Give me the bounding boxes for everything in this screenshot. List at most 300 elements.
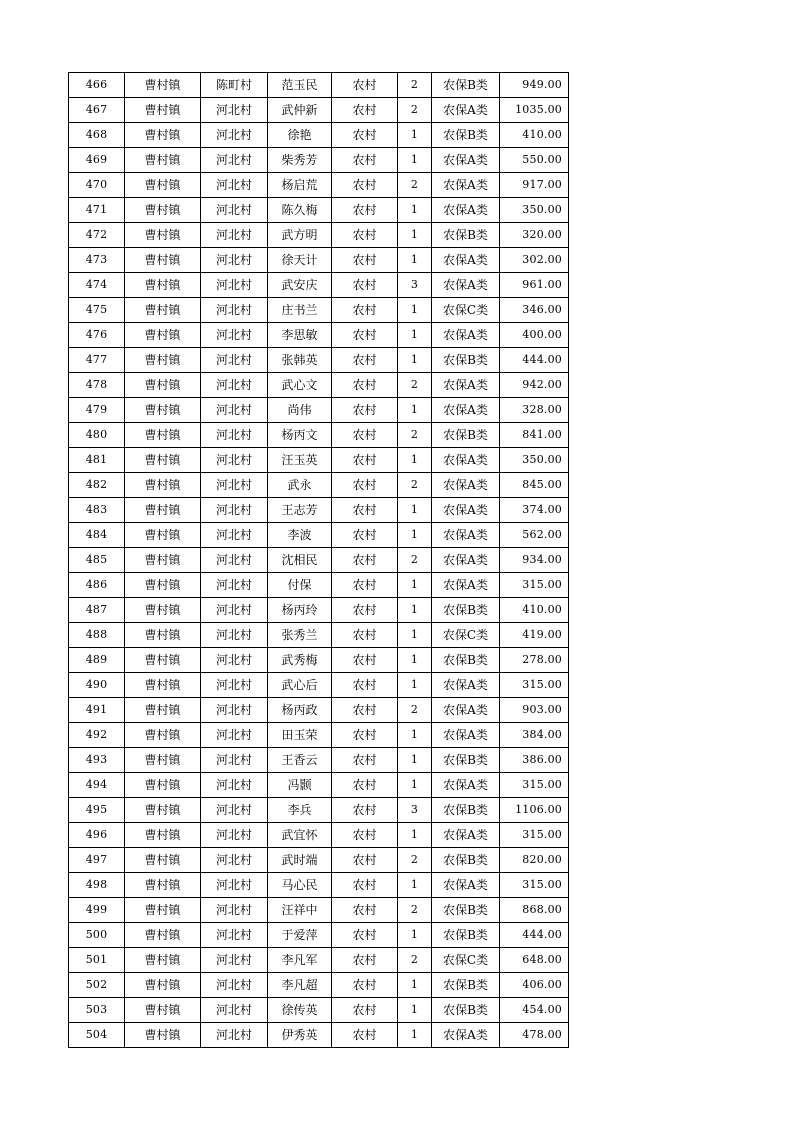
cell-insurance-category: 农保C类 — [432, 948, 500, 973]
cell-amount: 820.00 — [500, 848, 569, 873]
cell-insurance-category: 农保B类 — [432, 748, 500, 773]
cell-village: 河北村 — [201, 973, 268, 998]
cell-village: 河北村 — [201, 273, 268, 298]
cell-insurance-category: 农保B类 — [432, 598, 500, 623]
cell-amount: 444.00 — [500, 923, 569, 948]
cell-insurance-category: 农保A类 — [432, 98, 500, 123]
cell-member-count: 1 — [398, 498, 432, 523]
table-row — [69, 348, 569, 373]
cell-town: 曹村镇 — [125, 698, 201, 723]
cell-household-type: 农村 — [332, 373, 398, 398]
cell-household-type: 农村 — [332, 698, 398, 723]
cell-town: 曹村镇 — [125, 923, 201, 948]
cell-row-number: 503 — [69, 998, 125, 1023]
table-row — [69, 473, 569, 498]
cell-town: 曹村镇 — [125, 273, 201, 298]
cell-name: 张韩英 — [268, 348, 332, 373]
cell-row-number: 472 — [69, 223, 125, 248]
cell-village: 河北村 — [201, 398, 268, 423]
cell-town: 曹村镇 — [125, 98, 201, 123]
cell-name: 李波 — [268, 523, 332, 548]
cell-household-type: 农村 — [332, 598, 398, 623]
table-row — [69, 573, 569, 598]
cell-amount: 419.00 — [500, 623, 569, 648]
cell-village: 河北村 — [201, 598, 268, 623]
cell-insurance-category: 农保B类 — [432, 998, 500, 1023]
cell-row-number: 482 — [69, 473, 125, 498]
cell-name: 尚伟 — [268, 398, 332, 423]
table-row — [69, 673, 569, 698]
cell-household-type: 农村 — [332, 448, 398, 473]
cell-town: 曹村镇 — [125, 848, 201, 873]
table-row — [69, 223, 569, 248]
cell-member-count: 2 — [398, 73, 432, 98]
cell-insurance-category: 农保B类 — [432, 923, 500, 948]
cell-village: 河北村 — [201, 748, 268, 773]
cell-amount: 315.00 — [500, 673, 569, 698]
cell-town: 曹村镇 — [125, 423, 201, 448]
cell-name: 武安庆 — [268, 273, 332, 298]
cell-town: 曹村镇 — [125, 948, 201, 973]
cell-name: 马心民 — [268, 873, 332, 898]
cell-household-type: 农村 — [332, 73, 398, 98]
cell-amount: 374.00 — [500, 498, 569, 523]
cell-town: 曹村镇 — [125, 823, 201, 848]
cell-village: 河北村 — [201, 173, 268, 198]
cell-household-type: 农村 — [332, 98, 398, 123]
cell-insurance-category: 农保A类 — [432, 573, 500, 598]
cell-insurance-category: 农保A类 — [432, 373, 500, 398]
cell-row-number: 471 — [69, 198, 125, 223]
cell-household-type: 农村 — [332, 198, 398, 223]
cell-household-type: 农村 — [332, 148, 398, 173]
cell-member-count: 2 — [398, 98, 432, 123]
cell-member-count: 2 — [398, 698, 432, 723]
cell-name: 李思敏 — [268, 323, 332, 348]
table-row — [69, 123, 569, 148]
cell-insurance-category: 农保B类 — [432, 648, 500, 673]
cell-town: 曹村镇 — [125, 648, 201, 673]
cell-name: 汪玉英 — [268, 448, 332, 473]
cell-town: 曹村镇 — [125, 773, 201, 798]
cell-insurance-category: 农保B类 — [432, 973, 500, 998]
cell-row-number: 467 — [69, 98, 125, 123]
cell-name: 王志芳 — [268, 498, 332, 523]
cell-village: 河北村 — [201, 473, 268, 498]
cell-village: 河北村 — [201, 98, 268, 123]
cell-name: 武永 — [268, 473, 332, 498]
cell-household-type: 农村 — [332, 748, 398, 773]
cell-name: 陈久梅 — [268, 198, 332, 223]
cell-row-number: 478 — [69, 373, 125, 398]
cell-insurance-category: 农保C类 — [432, 623, 500, 648]
cell-member-count: 1 — [398, 998, 432, 1023]
cell-household-type: 农村 — [332, 673, 398, 698]
cell-amount: 315.00 — [500, 823, 569, 848]
cell-household-type: 农村 — [332, 648, 398, 673]
cell-member-count: 1 — [398, 598, 432, 623]
cell-amount: 917.00 — [500, 173, 569, 198]
cell-name: 武方明 — [268, 223, 332, 248]
cell-amount: 949.00 — [500, 73, 569, 98]
cell-insurance-category: 农保A类 — [432, 773, 500, 798]
cell-member-count: 2 — [398, 548, 432, 573]
cell-amount: 386.00 — [500, 748, 569, 773]
cell-household-type: 农村 — [332, 398, 398, 423]
cell-insurance-category: 农保A类 — [432, 148, 500, 173]
cell-member-count: 1 — [398, 1023, 432, 1048]
table-row — [69, 323, 569, 348]
cell-member-count: 1 — [398, 348, 432, 373]
cell-household-type: 农村 — [332, 898, 398, 923]
cell-village: 河北村 — [201, 523, 268, 548]
cell-amount: 942.00 — [500, 373, 569, 398]
cell-name: 武时端 — [268, 848, 332, 873]
cell-member-count: 1 — [398, 448, 432, 473]
cell-insurance-category: 农保B类 — [432, 423, 500, 448]
table-row — [69, 273, 569, 298]
cell-insurance-category: 农保B类 — [432, 798, 500, 823]
cell-insurance-category: 农保A类 — [432, 698, 500, 723]
cell-amount: 384.00 — [500, 723, 569, 748]
cell-member-count: 2 — [398, 373, 432, 398]
cell-town: 曹村镇 — [125, 373, 201, 398]
table-row — [69, 148, 569, 173]
cell-member-count: 1 — [398, 123, 432, 148]
table-body — [69, 73, 569, 1048]
table-row — [69, 423, 569, 448]
cell-amount: 328.00 — [500, 398, 569, 423]
cell-insurance-category: 农保A类 — [432, 398, 500, 423]
table-row — [69, 873, 569, 898]
cell-household-type: 农村 — [332, 848, 398, 873]
cell-row-number: 474 — [69, 273, 125, 298]
cell-town: 曹村镇 — [125, 348, 201, 373]
cell-row-number: 483 — [69, 498, 125, 523]
table-row — [69, 698, 569, 723]
cell-amount: 903.00 — [500, 698, 569, 723]
cell-household-type: 农村 — [332, 498, 398, 523]
cell-town: 曹村镇 — [125, 598, 201, 623]
cell-member-count: 3 — [398, 273, 432, 298]
cell-member-count: 2 — [398, 948, 432, 973]
cell-village: 河北村 — [201, 298, 268, 323]
cell-name: 冯颢 — [268, 773, 332, 798]
cell-name: 徐艳 — [268, 123, 332, 148]
cell-amount: 562.00 — [500, 523, 569, 548]
cell-village: 河北村 — [201, 373, 268, 398]
cell-town: 曹村镇 — [125, 148, 201, 173]
cell-insurance-category: 农保A类 — [432, 323, 500, 348]
cell-town: 曹村镇 — [125, 498, 201, 523]
cell-member-count: 1 — [398, 248, 432, 273]
cell-insurance-category: 农保A类 — [432, 498, 500, 523]
cell-town: 曹村镇 — [125, 1023, 201, 1048]
cell-row-number: 498 — [69, 873, 125, 898]
table-row — [69, 723, 569, 748]
cell-household-type: 农村 — [332, 973, 398, 998]
cell-amount: 315.00 — [500, 873, 569, 898]
cell-amount: 346.00 — [500, 298, 569, 323]
table-row — [69, 523, 569, 548]
cell-amount: 1106.00 — [500, 798, 569, 823]
cell-household-type: 农村 — [332, 998, 398, 1023]
cell-insurance-category: 农保B类 — [432, 73, 500, 98]
cell-member-count: 3 — [398, 798, 432, 823]
cell-amount: 410.00 — [500, 123, 569, 148]
cell-town: 曹村镇 — [125, 623, 201, 648]
cell-row-number: 487 — [69, 598, 125, 623]
table-row — [69, 848, 569, 873]
cell-household-type: 农村 — [332, 873, 398, 898]
cell-row-number: 486 — [69, 573, 125, 598]
cell-village: 河北村 — [201, 423, 268, 448]
cell-village: 河北村 — [201, 798, 268, 823]
cell-member-count: 1 — [398, 823, 432, 848]
cell-name: 付保 — [268, 573, 332, 598]
cell-member-count: 2 — [398, 473, 432, 498]
cell-name: 武心后 — [268, 673, 332, 698]
cell-town: 曹村镇 — [125, 673, 201, 698]
cell-household-type: 农村 — [332, 573, 398, 598]
cell-village: 河北村 — [201, 198, 268, 223]
table-row — [69, 73, 569, 98]
cell-row-number: 501 — [69, 948, 125, 973]
cell-household-type: 农村 — [332, 923, 398, 948]
table-row — [69, 823, 569, 848]
cell-member-count: 1 — [398, 398, 432, 423]
table-row — [69, 98, 569, 123]
cell-town: 曹村镇 — [125, 973, 201, 998]
cell-name: 沈相民 — [268, 548, 332, 573]
cell-village: 河北村 — [201, 848, 268, 873]
cell-amount: 320.00 — [500, 223, 569, 248]
cell-amount: 350.00 — [500, 448, 569, 473]
cell-name: 柴秀芳 — [268, 148, 332, 173]
cell-town: 曹村镇 — [125, 173, 201, 198]
cell-name: 张秀兰 — [268, 623, 332, 648]
cell-member-count: 2 — [398, 173, 432, 198]
cell-village: 陈町村 — [201, 73, 268, 98]
cell-town: 曹村镇 — [125, 523, 201, 548]
table-row — [69, 948, 569, 973]
cell-town: 曹村镇 — [125, 248, 201, 273]
cell-household-type: 农村 — [332, 723, 398, 748]
cell-insurance-category: 农保A类 — [432, 473, 500, 498]
cell-town: 曹村镇 — [125, 873, 201, 898]
table-row — [69, 998, 569, 1023]
cell-town: 曹村镇 — [125, 573, 201, 598]
cell-name: 武心文 — [268, 373, 332, 398]
cell-town: 曹村镇 — [125, 998, 201, 1023]
cell-village: 河北村 — [201, 823, 268, 848]
cell-member-count: 1 — [398, 323, 432, 348]
cell-row-number: 502 — [69, 973, 125, 998]
cell-village: 河北村 — [201, 948, 268, 973]
cell-insurance-category: 农保A类 — [432, 823, 500, 848]
cell-village: 河北村 — [201, 223, 268, 248]
cell-village: 河北村 — [201, 923, 268, 948]
cell-member-count: 1 — [398, 723, 432, 748]
table-row — [69, 198, 569, 223]
cell-member-count: 2 — [398, 423, 432, 448]
cell-village: 河北村 — [201, 998, 268, 1023]
cell-row-number: 476 — [69, 323, 125, 348]
cell-member-count: 1 — [398, 223, 432, 248]
cell-household-type: 农村 — [332, 798, 398, 823]
cell-row-number: 495 — [69, 798, 125, 823]
cell-insurance-category: 农保A类 — [432, 673, 500, 698]
cell-amount: 1035.00 — [500, 98, 569, 123]
cell-member-count: 1 — [398, 573, 432, 598]
cell-town: 曹村镇 — [125, 323, 201, 348]
cell-town: 曹村镇 — [125, 548, 201, 573]
cell-household-type: 农村 — [332, 173, 398, 198]
cell-row-number: 499 — [69, 898, 125, 923]
cell-member-count: 2 — [398, 898, 432, 923]
cell-name: 汪祥中 — [268, 898, 332, 923]
cell-village: 河北村 — [201, 573, 268, 598]
cell-household-type: 农村 — [332, 323, 398, 348]
cell-amount: 315.00 — [500, 773, 569, 798]
cell-member-count: 1 — [398, 148, 432, 173]
cell-name: 伊秀英 — [268, 1023, 332, 1048]
cell-name: 杨丙玲 — [268, 598, 332, 623]
cell-insurance-category: 农保B类 — [432, 898, 500, 923]
cell-village: 河北村 — [201, 248, 268, 273]
cell-insurance-category: 农保A类 — [432, 1023, 500, 1048]
cell-town: 曹村镇 — [125, 123, 201, 148]
cell-village: 河北村 — [201, 648, 268, 673]
cell-member-count: 1 — [398, 648, 432, 673]
cell-village: 河北村 — [201, 873, 268, 898]
cell-member-count: 1 — [398, 623, 432, 648]
table-row — [69, 548, 569, 573]
cell-member-count: 1 — [398, 873, 432, 898]
table-row — [69, 623, 569, 648]
cell-row-number: 485 — [69, 548, 125, 573]
cell-name: 武宜怀 — [268, 823, 332, 848]
cell-member-count: 1 — [398, 298, 432, 323]
cell-row-number: 468 — [69, 123, 125, 148]
cell-town: 曹村镇 — [125, 473, 201, 498]
cell-amount: 410.00 — [500, 598, 569, 623]
cell-household-type: 农村 — [332, 948, 398, 973]
table-row — [69, 748, 569, 773]
cell-household-type: 农村 — [332, 273, 398, 298]
cell-village: 河北村 — [201, 348, 268, 373]
cell-row-number: 489 — [69, 648, 125, 673]
cell-household-type: 农村 — [332, 773, 398, 798]
cell-name: 李兵 — [268, 798, 332, 823]
table-row — [69, 298, 569, 323]
cell-row-number: 479 — [69, 398, 125, 423]
table-row — [69, 498, 569, 523]
cell-name: 杨启荒 — [268, 173, 332, 198]
cell-household-type: 农村 — [332, 623, 398, 648]
cell-household-type: 农村 — [332, 223, 398, 248]
cell-insurance-category: 农保B类 — [432, 123, 500, 148]
cell-insurance-category: 农保A类 — [432, 448, 500, 473]
cell-row-number: 500 — [69, 923, 125, 948]
cell-town: 曹村镇 — [125, 748, 201, 773]
cell-name: 杨丙文 — [268, 423, 332, 448]
cell-village: 河北村 — [201, 148, 268, 173]
cell-row-number: 492 — [69, 723, 125, 748]
table-row — [69, 898, 569, 923]
cell-row-number: 494 — [69, 773, 125, 798]
cell-row-number: 504 — [69, 1023, 125, 1048]
cell-village: 河北村 — [201, 123, 268, 148]
table-row — [69, 173, 569, 198]
cell-member-count: 2 — [398, 848, 432, 873]
cell-member-count: 1 — [398, 673, 432, 698]
cell-member-count: 1 — [398, 973, 432, 998]
cell-name: 武秀梅 — [268, 648, 332, 673]
cell-name: 李凡军 — [268, 948, 332, 973]
cell-insurance-category: 农保B类 — [432, 848, 500, 873]
cell-insurance-category: 农保C类 — [432, 298, 500, 323]
cell-insurance-category: 农保A类 — [432, 173, 500, 198]
cell-name: 徐天计 — [268, 248, 332, 273]
cell-insurance-category: 农保A类 — [432, 273, 500, 298]
cell-amount: 868.00 — [500, 898, 569, 923]
cell-row-number: 475 — [69, 298, 125, 323]
cell-insurance-category: 农保A类 — [432, 723, 500, 748]
cell-village: 河北村 — [201, 323, 268, 348]
cell-household-type: 农村 — [332, 248, 398, 273]
cell-row-number: 491 — [69, 698, 125, 723]
cell-name: 杨丙政 — [268, 698, 332, 723]
table-row — [69, 973, 569, 998]
cell-row-number: 497 — [69, 848, 125, 873]
cell-row-number: 477 — [69, 348, 125, 373]
cell-village: 河北村 — [201, 673, 268, 698]
cell-village: 河北村 — [201, 548, 268, 573]
cell-village: 河北村 — [201, 898, 268, 923]
cell-amount: 550.00 — [500, 148, 569, 173]
cell-member-count: 1 — [398, 523, 432, 548]
cell-village: 河北村 — [201, 1023, 268, 1048]
table-row — [69, 798, 569, 823]
cell-insurance-category: 农保A类 — [432, 248, 500, 273]
cell-amount: 444.00 — [500, 348, 569, 373]
cell-town: 曹村镇 — [125, 198, 201, 223]
cell-amount: 454.00 — [500, 998, 569, 1023]
cell-member-count: 1 — [398, 923, 432, 948]
cell-amount: 478.00 — [500, 1023, 569, 1048]
cell-insurance-category: 农保A类 — [432, 873, 500, 898]
cell-row-number: 466 — [69, 73, 125, 98]
cell-amount: 278.00 — [500, 648, 569, 673]
cell-town: 曹村镇 — [125, 223, 201, 248]
cell-name: 李凡超 — [268, 973, 332, 998]
cell-amount: 315.00 — [500, 573, 569, 598]
cell-amount: 302.00 — [500, 248, 569, 273]
cell-household-type: 农村 — [332, 1023, 398, 1048]
cell-name: 范玉民 — [268, 73, 332, 98]
cell-household-type: 农村 — [332, 823, 398, 848]
cell-household-type: 农村 — [332, 548, 398, 573]
table-row — [69, 248, 569, 273]
cell-insurance-category: 农保A类 — [432, 198, 500, 223]
cell-village: 河北村 — [201, 698, 268, 723]
cell-row-number: 481 — [69, 448, 125, 473]
cell-village: 河北村 — [201, 773, 268, 798]
cell-amount: 841.00 — [500, 423, 569, 448]
cell-amount: 350.00 — [500, 198, 569, 223]
beneficiary-table — [68, 72, 569, 1048]
